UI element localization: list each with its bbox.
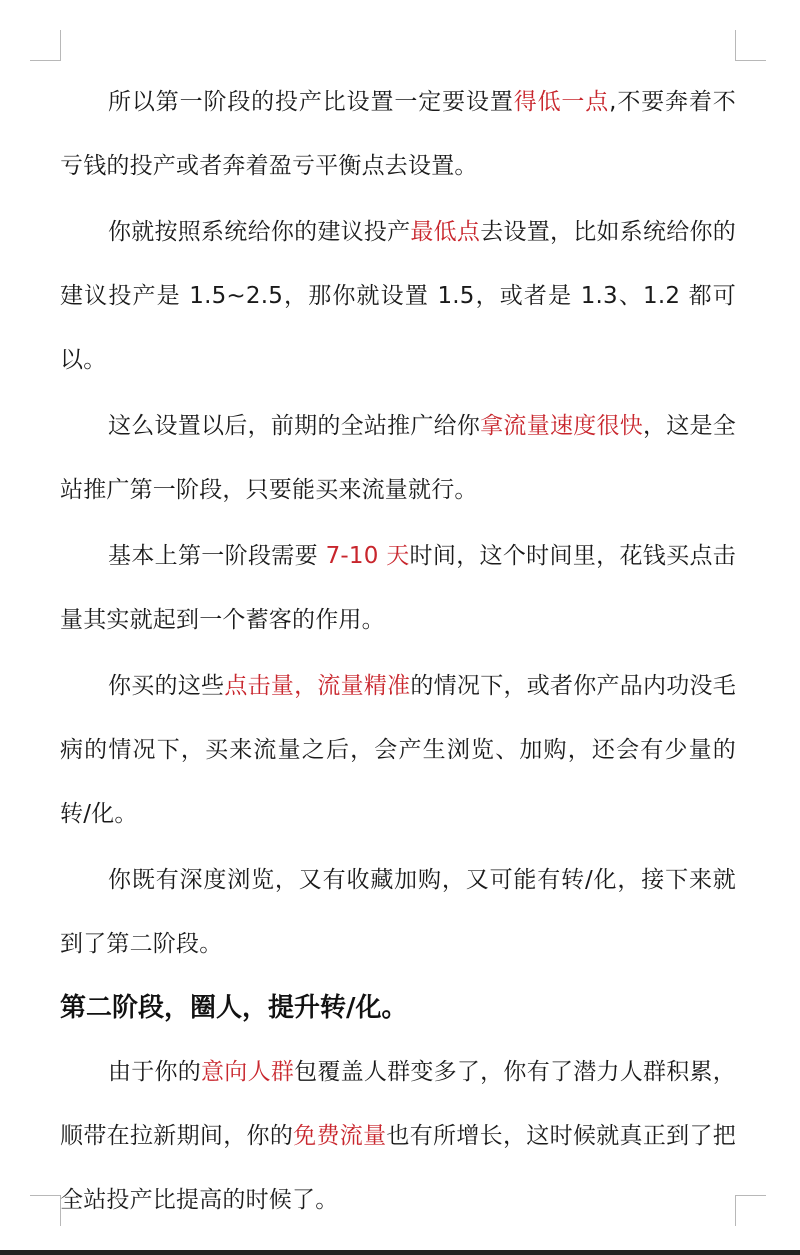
section-heading: 第二阶段，圈人，提升转/化。 <box>60 993 408 1023</box>
paragraph <box>60 1040 736 1232</box>
text-segment: 你买的这些 <box>108 673 225 699</box>
paragraph-group-before <box>60 70 736 976</box>
text-segment: 基本上第一阶段需要 <box>108 543 326 569</box>
paragraph <box>60 654 736 846</box>
crop-mark-top-left <box>30 30 61 61</box>
text-segment: 去设置，比如系统给你的建议投产是 1.5~2.5，那你就设置 1.5，或者是 1.3、1.2 都可以。 <box>60 219 736 373</box>
highlighted-text: 免费流量 <box>293 1123 387 1149</box>
highlighted-text: 点击量，流量精准 <box>224 673 411 699</box>
paragraph <box>60 394 736 522</box>
text-segment: 也有所增长，这时候就真正到了把全站投产比提高的时候了。 <box>60 1123 737 1213</box>
paragraph <box>60 848 736 976</box>
text-segment: 所以第一阶段的投产比设置一定要设置 <box>108 89 514 115</box>
document-body <box>60 70 736 1232</box>
text-segment: 你既有深度浏览，又有收藏加购，又可能有转/化，接下来就到了第二阶段。 <box>60 867 736 957</box>
text-segment: 时间，这个时间里，花钱买点击量其实就起到一个蓄客的作用。 <box>60 543 736 633</box>
highlighted-text: 拿流量速度很快 <box>480 413 643 439</box>
highlighted-text: 意向人群 <box>201 1059 295 1085</box>
crop-mark-top-right <box>735 30 766 61</box>
text-segment: 你就按照系统给你的建议投产 <box>108 219 411 245</box>
paragraph-group-after <box>60 1040 736 1232</box>
paragraph <box>60 200 736 392</box>
paragraph <box>60 70 736 198</box>
text-segment: ,不要奔着不亏钱的投产或者奔着盈亏平衡点去设置。 <box>60 89 737 179</box>
highlighted-text: 最低点 <box>410 219 481 245</box>
bottom-edge-bar <box>0 1250 800 1255</box>
text-segment: 由于你的 <box>108 1059 202 1085</box>
text-segment: 这么设置以后，前期的全站推广给你 <box>108 413 481 439</box>
crop-mark-bottom-left <box>30 1195 61 1226</box>
text-segment: 包覆盖人群变多了，你有了潜力人群积累，顺带在拉新期间，你的 <box>60 1059 736 1149</box>
highlighted-text: 得低一点 <box>513 89 610 115</box>
paragraph <box>60 524 736 652</box>
text-segment: ，这是全站推广第一阶段，只要能买来流量就行。 <box>60 413 736 503</box>
highlighted-text: 7-10 天 <box>325 543 410 569</box>
text-segment: 的情况下，或者你产品内功没毛病的情况下，买来流量之后，会产生浏览、加购，还会有少量的转/化。 <box>60 673 736 827</box>
crop-mark-bottom-right <box>735 1195 766 1226</box>
